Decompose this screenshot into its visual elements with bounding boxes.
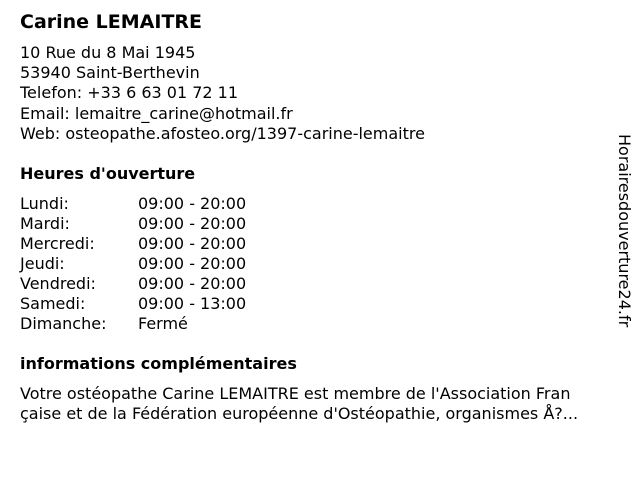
info-description	[20, 384, 630, 424]
hours-table	[20, 194, 320, 334]
hours-row-wednesday	[20, 234, 320, 254]
day-label: Jeudi:	[20, 254, 65, 273]
hours-row-monday	[20, 194, 320, 214]
web-text: Web: osteopathe.afosteo.org/1397-carine-lemaitre	[20, 123, 425, 143]
time-value: 09:00 - 13:00	[138, 294, 247, 313]
time-value: 09:00 - 20:00	[138, 254, 247, 273]
info-title: informations complémentaires	[20, 354, 297, 373]
day-label: Vendredi:	[20, 274, 96, 293]
business-name: Carine LEMAITRE	[20, 11, 203, 33]
day-label: Mercredi:	[20, 234, 95, 253]
day-label: Dimanche:	[20, 314, 107, 333]
hours-row-thursday	[20, 254, 320, 274]
day-label: Lundi:	[20, 194, 69, 213]
time-value: 09:00 - 20:00	[138, 274, 247, 293]
time-value: Fermé	[138, 314, 188, 333]
description-line: çaise et de la Fédération européenne d'Ostéopathie, organismes Å?...	[20, 404, 579, 423]
time-value: 09:00 - 20:00	[138, 234, 247, 253]
hours-row-sunday	[20, 314, 320, 334]
address-city: 53940 Saint-Berthevin	[20, 63, 200, 83]
time-value: 09:00 - 20:00	[138, 214, 247, 233]
hours-row-saturday	[20, 294, 320, 314]
site-watermark: Horairesdouverture24.fr	[615, 134, 634, 328]
hours-title: Heures d'ouverture	[20, 164, 196, 183]
contact-block	[20, 43, 425, 144]
hours-row-tuesday	[20, 214, 320, 234]
day-label: Mardi:	[20, 214, 70, 233]
hours-row-friday	[20, 274, 320, 294]
day-label: Samedi:	[20, 294, 86, 313]
time-value: 09:00 - 20:00	[138, 194, 247, 213]
phone-text: Telefon: +33 6 63 01 72 11	[20, 83, 239, 103]
email-text: Email: lemaitre_carine@hotmail.fr	[20, 103, 293, 123]
description-line: Votre ostéopathe Carine LEMAITRE est membre de l'Association Fran	[20, 384, 571, 403]
address-street: 10 Rue du 8 Mai 1945	[20, 43, 196, 62]
